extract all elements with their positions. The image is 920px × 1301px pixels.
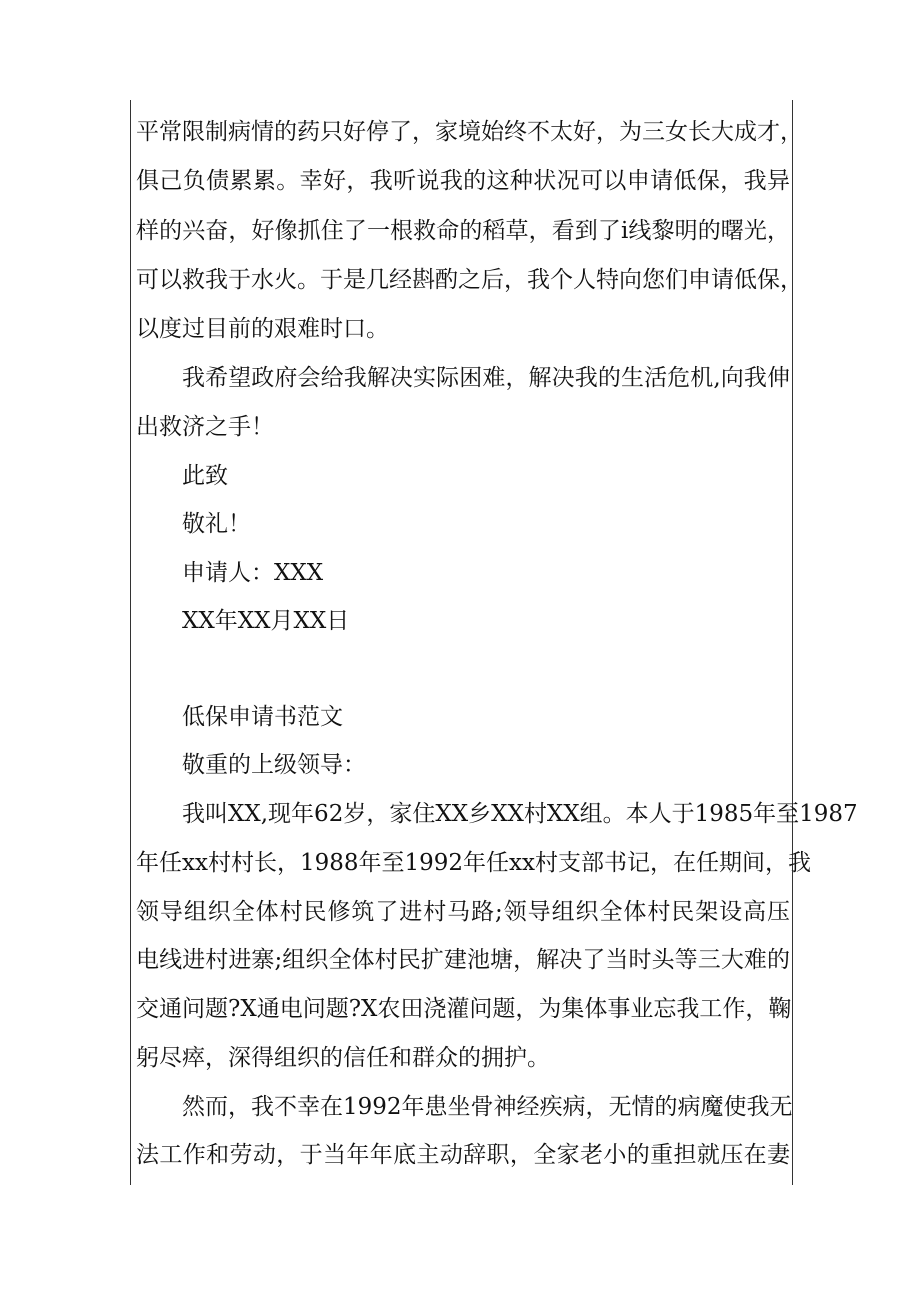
text-line: 电线进村进寨;组织全体村民扩建池塘，解决了当时头等三大难的 bbox=[136, 947, 790, 973]
text-line: 我叫XX,现年62岁，家住XX乡XX村XX组。本人于1985年至1987 bbox=[182, 801, 858, 827]
text-line: 然而，我不幸在1992年患坐骨神经疾病，无情的病魔使我无 bbox=[182, 1094, 793, 1120]
text-line: 可以救我于水火。于是几经斟酌之后，我个人特向您们申请低保， bbox=[136, 267, 803, 293]
text-line: 躬尽瘁，深得组织的信任和群众的拥护。 bbox=[136, 1045, 550, 1071]
text-line: 交通问题?X通电问题?X农田浇灌问题，为集体事业忘我工作，鞠 bbox=[136, 996, 792, 1022]
text-line: 俱己负债累累。幸好，我听说我的这种状况可以申请低保，我异 bbox=[136, 168, 790, 194]
text-line: 领导组织全体村民修筑了进村马路;领导组织全体村民架设高压 bbox=[136, 899, 790, 925]
greeting: 敬重的上级领导： bbox=[182, 752, 366, 778]
closing-regards: 敬礼！ bbox=[182, 511, 251, 537]
text-line: 出救济之手！ bbox=[136, 414, 274, 440]
text-line: 我希望政府会给我解决实际困难，解决我的生活危机,向我伸 bbox=[182, 365, 790, 391]
text-line: 样的兴奋，好像抓住了一根救命的稻草，看到了i线黎明的曙光， bbox=[136, 218, 790, 244]
text-line: 平常限制病情的药只好停了，家境始终不太好，为三女长大成才， bbox=[136, 119, 803, 145]
closing-salutation: 此致 bbox=[182, 463, 228, 489]
text-line: 法工作和劳动，于当年年底主动辞职，全家老小的重担就压在妻 bbox=[136, 1142, 790, 1168]
text-line: 以度过目前的艰难时口。 bbox=[136, 316, 389, 342]
applicant-signature: 申请人：XXX bbox=[182, 560, 324, 586]
date-line: XX年XX月XX日 bbox=[182, 608, 350, 634]
text-line: 年任xx村村长，1988年至1992年任xx村支部书记，在任期间，我 bbox=[136, 850, 811, 876]
section-title: 低保申请书范文 bbox=[182, 704, 343, 730]
